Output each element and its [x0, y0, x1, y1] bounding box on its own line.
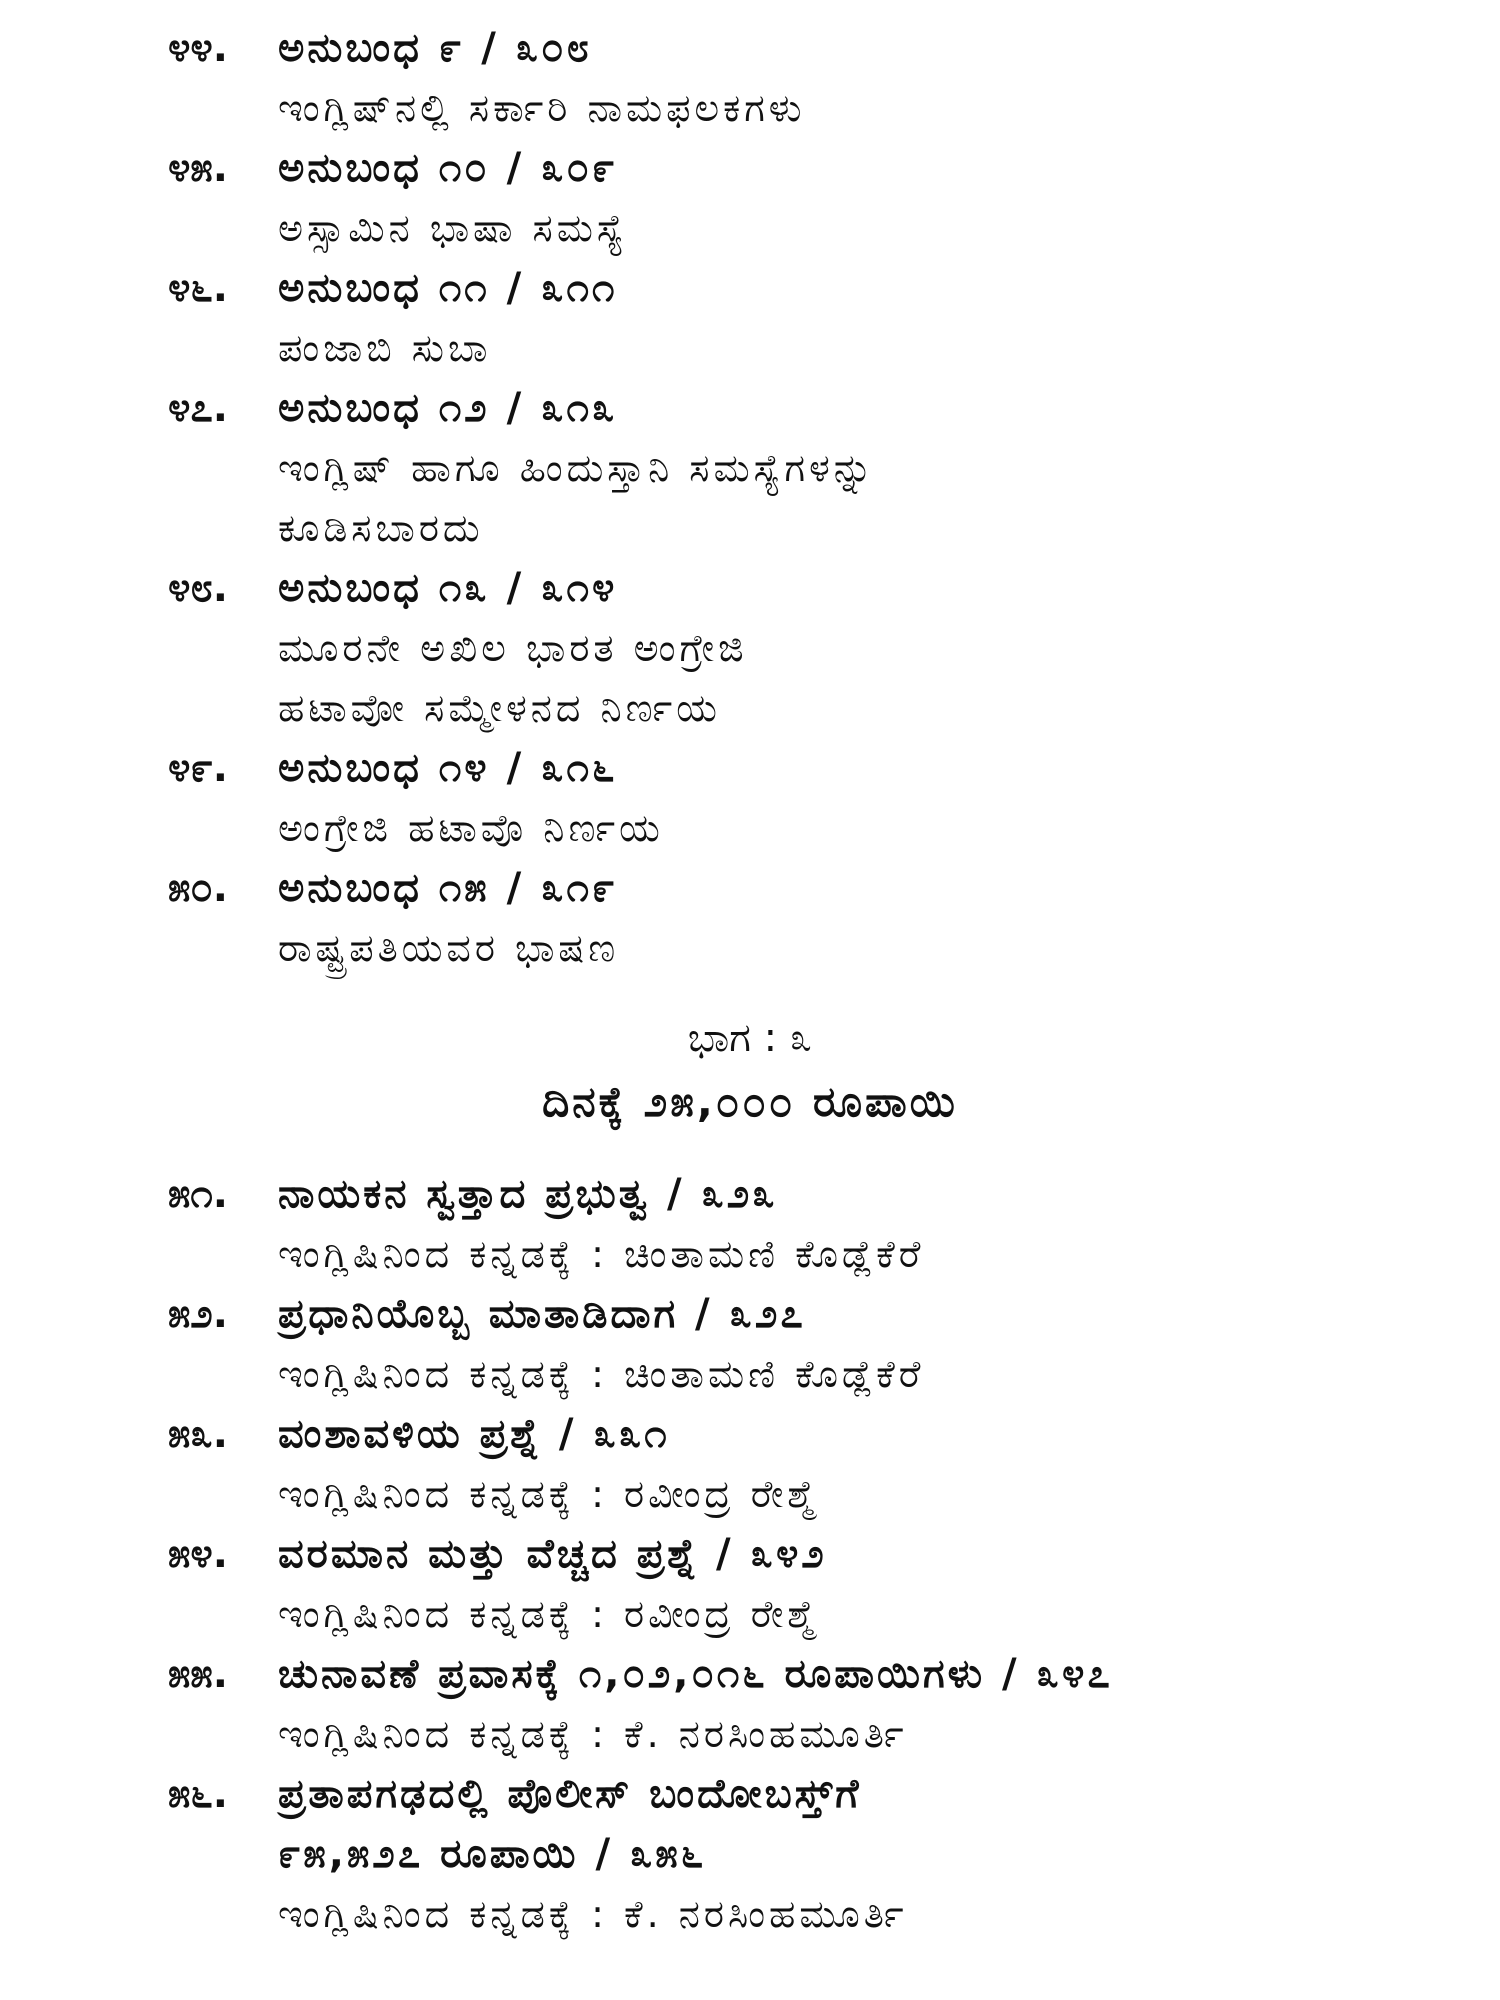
entry-number: ೫೬.	[168, 1771, 228, 1817]
entry-subtitle: ಇಂಗ್ಲಿಷಿನಿಂದ ಕನ್ನಡಕ್ಕೆ : ಚಿಂತಾಮಣಿ ಕೊಡ್ಲೆಕೆರೆ	[278, 1352, 925, 1396]
entry-number: ೫೪.	[168, 1531, 228, 1577]
entry-subtitle: ಇಂಗ್ಲಿಷಿನಿಂದ ಕನ್ನಡಕ್ಕೆ : ರವೀಂದ್ರ ರೇಶ್ಮೆ	[278, 1472, 819, 1516]
part-title: ದಿನಕ್ಕೆ ೨೫,೦೦೦ ರೂಪಾಯಿ	[542, 1077, 958, 1126]
entry-number: ೫೨.	[168, 1291, 228, 1337]
entry-title: ವಂಶಾವಳಿಯ ಪ್ರಶ್ನೆ / ೩೩೧	[278, 1411, 670, 1457]
entry-title: ಅನುಬಂಧ ೧೩ / ೩೧೪	[278, 565, 618, 611]
entry-number: ೪೭.	[168, 385, 228, 431]
entry-subtitle: ಕೂಡಿಸಬಾರದು	[278, 506, 484, 550]
entry-number: ೪೫.	[168, 145, 228, 191]
entry-title: ಪ್ರತಾಪಗಢದಲ್ಲಿ ಪೊಲೀಸ್ ಬಂದೋಬಸ್ತ್‌ಗೆ	[278, 1771, 862, 1817]
entry-number: ೪೮.	[168, 565, 228, 611]
entry-number: ೪೯.	[168, 745, 228, 791]
entry-title: ಅನುಬಂಧ ೧೦ / ೩೦೯	[278, 145, 618, 191]
entry-title: ಅನುಬಂಧ ೧೧ / ೩೧೧	[278, 265, 618, 311]
entry-subtitle: ಅಂಗ್ರೇಜಿ ಹಟಾವೊ ನಿರ್ಣಯ	[278, 806, 664, 850]
part-label: ಭಾಗ : ೩	[687, 1015, 813, 1061]
entry-subtitle: ಮೂರನೇ ಅಖಿಲ ಭಾರತ ಅಂಗ್ರೇಜಿ	[278, 626, 748, 670]
entry-title: ಅನುಬಂಧ ೧೪ / ೩೧೬	[278, 745, 618, 791]
entry-subtitle: ಇಂಗ್ಲಿಷಿನಿಂದ ಕನ್ನಡಕ್ಕೆ : ಕೆ. ನರಸಿಂಹಮೂರ್ತಿ	[278, 1892, 908, 1936]
entry-subtitle: ಹಟಾವೋ ಸಮ್ಮೇಳನದ ನಿರ್ಣಯ	[278, 686, 721, 730]
entry-subtitle: ಪಂಜಾಬಿ ಸುಬಾ	[278, 326, 492, 370]
entry-subtitle: ಅಸ್ಸಾಮಿನ ಭಾಷಾ ಸಮಸ್ಯೆ	[278, 206, 628, 250]
entry-title: ಪ್ರಧಾನಿಯೊಬ್ಬ ಮಾತಾಡಿದಾಗ / ೩೨೭	[278, 1291, 806, 1337]
entry-title: ಚುನಾವಣೆ ಪ್ರವಾಸಕ್ಕೆ ೧,೦೨,೦೧೬ ರೂಪಾಯಿಗಳು / ೩೪೭	[278, 1651, 1113, 1697]
entry-subtitle: ಇಂಗ್ಲಿಷ್ ಹಾಗೂ ಹಿಂದುಸ್ತಾನಿ ಸಮಸ್ಯೆಗಳನ್ನು	[278, 446, 877, 490]
entry-subtitle: ಇಂಗ್ಲಿಷ್‌ನಲ್ಲಿ ಸರ್ಕಾರಿ ನಾಮಫಲಕಗಳು	[278, 86, 806, 130]
entry-number: ೫೩.	[168, 1411, 228, 1457]
entry-title: ಅನುಬಂಧ ೧೨ / ೩೧೩	[278, 385, 618, 431]
entry-number: ೫೧.	[168, 1171, 228, 1217]
entry-number: ೫೦.	[168, 865, 228, 911]
entry-title: ವರಮಾನ ಮತ್ತು ವೆಚ್ಚದ ಪ್ರಶ್ನೆ / ೩೪೨	[278, 1531, 827, 1577]
entry-title: ನಾಯಕನ ಸ್ವತ್ತಾದ ಪ್ರಭುತ್ವ / ೩೨೩	[278, 1171, 778, 1217]
entry-title-continued: ೯೫,೫೨೭ ರೂಪಾಯಿ / ೩೫೬	[278, 1831, 707, 1877]
entry-number: ೪೬.	[168, 265, 228, 311]
entry-number: ೪೪.	[168, 25, 228, 71]
entry-subtitle: ಇಂಗ್ಲಿಷಿನಿಂದ ಕನ್ನಡಕ್ಕೆ : ರವೀಂದ್ರ ರೇಶ್ಮೆ	[278, 1592, 819, 1636]
entry-title: ಅನುಬಂಧ ೯ / ೩೦೮	[278, 25, 592, 71]
entry-subtitle: ಇಂಗ್ಲಿಷಿನಿಂದ ಕನ್ನಡಕ್ಕೆ : ಕೆ. ನರಸಿಂಹಮೂರ್ತಿ	[278, 1712, 908, 1756]
entry-subtitle: ರಾಷ್ಟ್ರಪತಿಯವರ ಭಾಷಣ	[278, 926, 620, 970]
entry-subtitle: ಇಂಗ್ಲಿಷಿನಿಂದ ಕನ್ನಡಕ್ಕೆ : ಚಿಂತಾಮಣಿ ಕೊಡ್ಲೆಕೆರೆ	[278, 1232, 925, 1276]
entry-title: ಅನುಬಂಧ ೧೫ / ೩೧೯	[278, 865, 618, 911]
entry-number: ೫೫.	[168, 1651, 228, 1697]
